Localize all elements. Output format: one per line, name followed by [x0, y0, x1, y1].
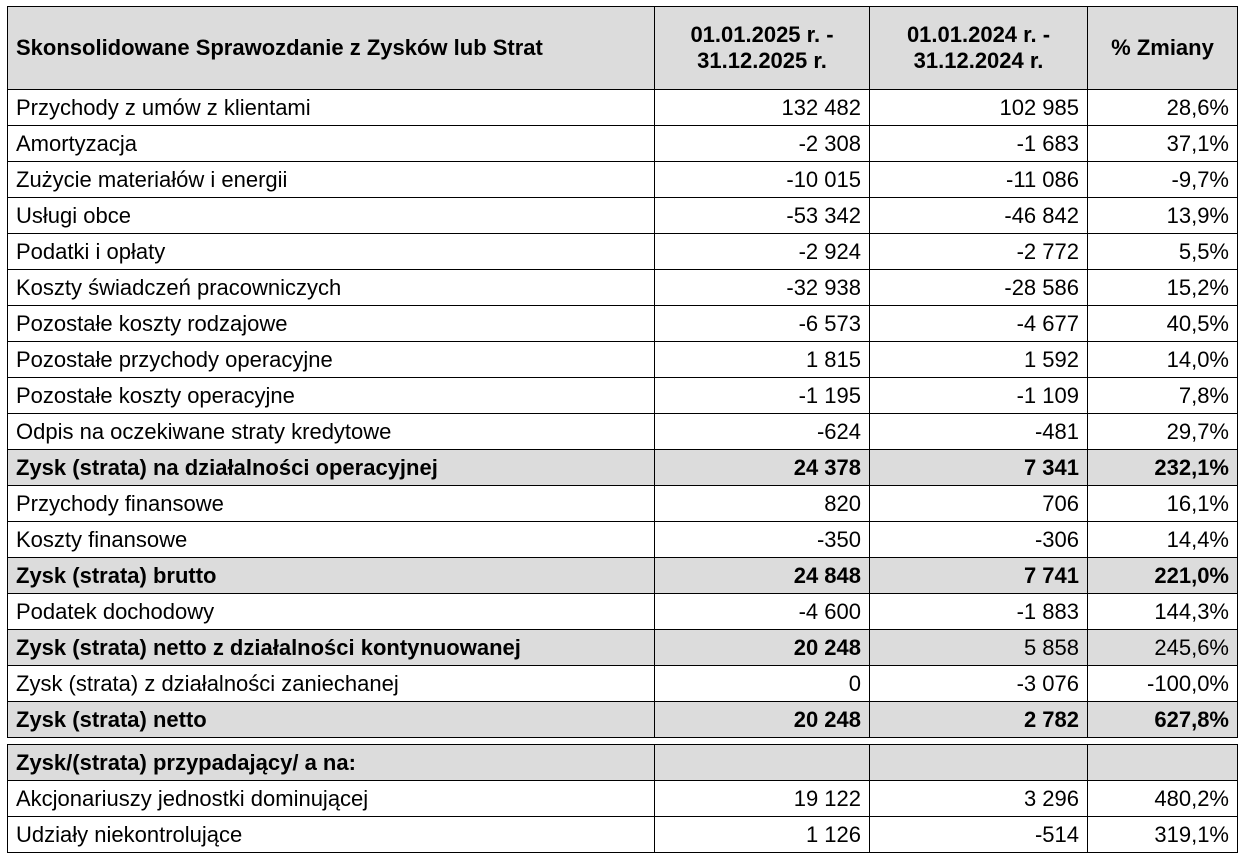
- row-label: Zużycie materiałów i energii: [8, 162, 655, 198]
- value-change: 29,7%: [1088, 414, 1238, 450]
- row-label: Zysk (strata) na działalności operacyjnej: [8, 450, 655, 486]
- subtotal-row: [8, 450, 1238, 486]
- row-label: Usługi obce: [8, 198, 655, 234]
- table-row: [8, 594, 1238, 630]
- attribution-table: [7, 744, 1238, 853]
- value-2025: -32 938: [655, 270, 870, 306]
- empty-cell: [870, 745, 1088, 781]
- table-row: [8, 198, 1238, 234]
- value-2024: -514: [870, 817, 1088, 853]
- row-label: Odpis na oczekiwane straty kredytowe: [8, 414, 655, 450]
- row-label: Pozostałe koszty operacyjne: [8, 378, 655, 414]
- value-2024: -306: [870, 522, 1088, 558]
- value-2024: -481: [870, 414, 1088, 450]
- table-row: [8, 270, 1238, 306]
- value-change: 16,1%: [1088, 486, 1238, 522]
- value-2024: -11 086: [870, 162, 1088, 198]
- value-change: 14,0%: [1088, 342, 1238, 378]
- column-header-2025: 01.01.2025 r. - 31.12.2025 r.: [655, 7, 870, 90]
- value-2025: -4 600: [655, 594, 870, 630]
- value-change: 144,3%: [1088, 594, 1238, 630]
- subtotal-row: [8, 558, 1238, 594]
- value-2025: 24 378: [655, 450, 870, 486]
- value-2025: 132 482: [655, 90, 870, 126]
- value-2025: 20 248: [655, 630, 870, 666]
- value-change: 627,8%: [1088, 702, 1238, 738]
- empty-cell: [655, 745, 870, 781]
- value-2025: -624: [655, 414, 870, 450]
- value-2024: 5 858: [870, 630, 1088, 666]
- value-2024: -1 109: [870, 378, 1088, 414]
- value-2025: -53 342: [655, 198, 870, 234]
- value-2024: -3 076: [870, 666, 1088, 702]
- value-2024: -1 883: [870, 594, 1088, 630]
- value-2025: -10 015: [655, 162, 870, 198]
- value-2024: 2 782: [870, 702, 1088, 738]
- value-2024: -28 586: [870, 270, 1088, 306]
- value-2024: -46 842: [870, 198, 1088, 234]
- column-header-2024: 01.01.2024 r. - 31.12.2024 r.: [870, 7, 1088, 90]
- table-row: [8, 486, 1238, 522]
- row-label: Amortyzacja: [8, 126, 655, 162]
- value-change: 37,1%: [1088, 126, 1238, 162]
- value-2025: 0: [655, 666, 870, 702]
- column-header-change: % Zmiany: [1088, 7, 1238, 90]
- table-row: [8, 817, 1238, 853]
- table-row: [8, 234, 1238, 270]
- value-change: 13,9%: [1088, 198, 1238, 234]
- subtotal-row: [8, 630, 1238, 666]
- value-2025: -2 308: [655, 126, 870, 162]
- row-label: Koszty świadczeń pracowniczych: [8, 270, 655, 306]
- value-2024: -2 772: [870, 234, 1088, 270]
- value-change: 480,2%: [1088, 781, 1238, 817]
- table-row: [8, 162, 1238, 198]
- table-row: [8, 306, 1238, 342]
- value-change: 15,2%: [1088, 270, 1238, 306]
- row-label: Przychody finansowe: [8, 486, 655, 522]
- row-label: Koszty finansowe: [8, 522, 655, 558]
- value-change: -100,0%: [1088, 666, 1238, 702]
- income-statement-table: [7, 6, 1238, 738]
- table-row: [8, 522, 1238, 558]
- value-change: 7,8%: [1088, 378, 1238, 414]
- value-2025: -2 924: [655, 234, 870, 270]
- value-2024: -4 677: [870, 306, 1088, 342]
- row-label: Zysk (strata) brutto: [8, 558, 655, 594]
- value-2024: 3 296: [870, 781, 1088, 817]
- attribution-header-row: [8, 745, 1238, 781]
- attribution-title: Zysk/(strata) przypadający/ a na:: [8, 745, 655, 781]
- table-row: [8, 90, 1238, 126]
- value-2025: 820: [655, 486, 870, 522]
- value-change: 232,1%: [1088, 450, 1238, 486]
- value-change: -9,7%: [1088, 162, 1238, 198]
- table-title: Skonsolidowane Sprawozdanie z Zysków lub Strat: [8, 7, 655, 90]
- value-2024: 706: [870, 486, 1088, 522]
- value-2025: -1 195: [655, 378, 870, 414]
- value-2024: 102 985: [870, 90, 1088, 126]
- row-label: Zysk (strata) z działalności zaniechanej: [8, 666, 655, 702]
- value-change: 14,4%: [1088, 522, 1238, 558]
- total-row: [8, 702, 1238, 738]
- value-change: 221,0%: [1088, 558, 1238, 594]
- value-2024: 1 592: [870, 342, 1088, 378]
- value-change: 245,6%: [1088, 630, 1238, 666]
- value-2025: 20 248: [655, 702, 870, 738]
- table-row: [8, 378, 1238, 414]
- value-2025: 24 848: [655, 558, 870, 594]
- value-change: 319,1%: [1088, 817, 1238, 853]
- table-row: [8, 126, 1238, 162]
- value-2025: 19 122: [655, 781, 870, 817]
- row-label: Pozostałe koszty rodzajowe: [8, 306, 655, 342]
- value-2024: -1 683: [870, 126, 1088, 162]
- value-2024: 7 341: [870, 450, 1088, 486]
- row-label: Udziały niekontrolujące: [8, 817, 655, 853]
- row-label: Zysk (strata) netto: [8, 702, 655, 738]
- row-label: Podatki i opłaty: [8, 234, 655, 270]
- table-row: [8, 342, 1238, 378]
- row-label: Pozostałe przychody operacyjne: [8, 342, 655, 378]
- table-row: [8, 414, 1238, 450]
- table-row: [8, 781, 1238, 817]
- value-change: 5,5%: [1088, 234, 1238, 270]
- row-label: Zysk (strata) netto z działalności kontynuowanej: [8, 630, 655, 666]
- value-2025: -350: [655, 522, 870, 558]
- row-label: Akcjonariuszy jednostki dominującej: [8, 781, 655, 817]
- table-row: [8, 666, 1238, 702]
- row-label: Przychody z umów z klientami: [8, 90, 655, 126]
- value-2025: 1 126: [655, 817, 870, 853]
- row-label: Podatek dochodowy: [8, 594, 655, 630]
- empty-cell: [1088, 745, 1238, 781]
- value-change: 40,5%: [1088, 306, 1238, 342]
- value-2024: 7 741: [870, 558, 1088, 594]
- value-2025: 1 815: [655, 342, 870, 378]
- table-header-row: [8, 7, 1238, 90]
- value-change: 28,6%: [1088, 90, 1238, 126]
- value-2025: -6 573: [655, 306, 870, 342]
